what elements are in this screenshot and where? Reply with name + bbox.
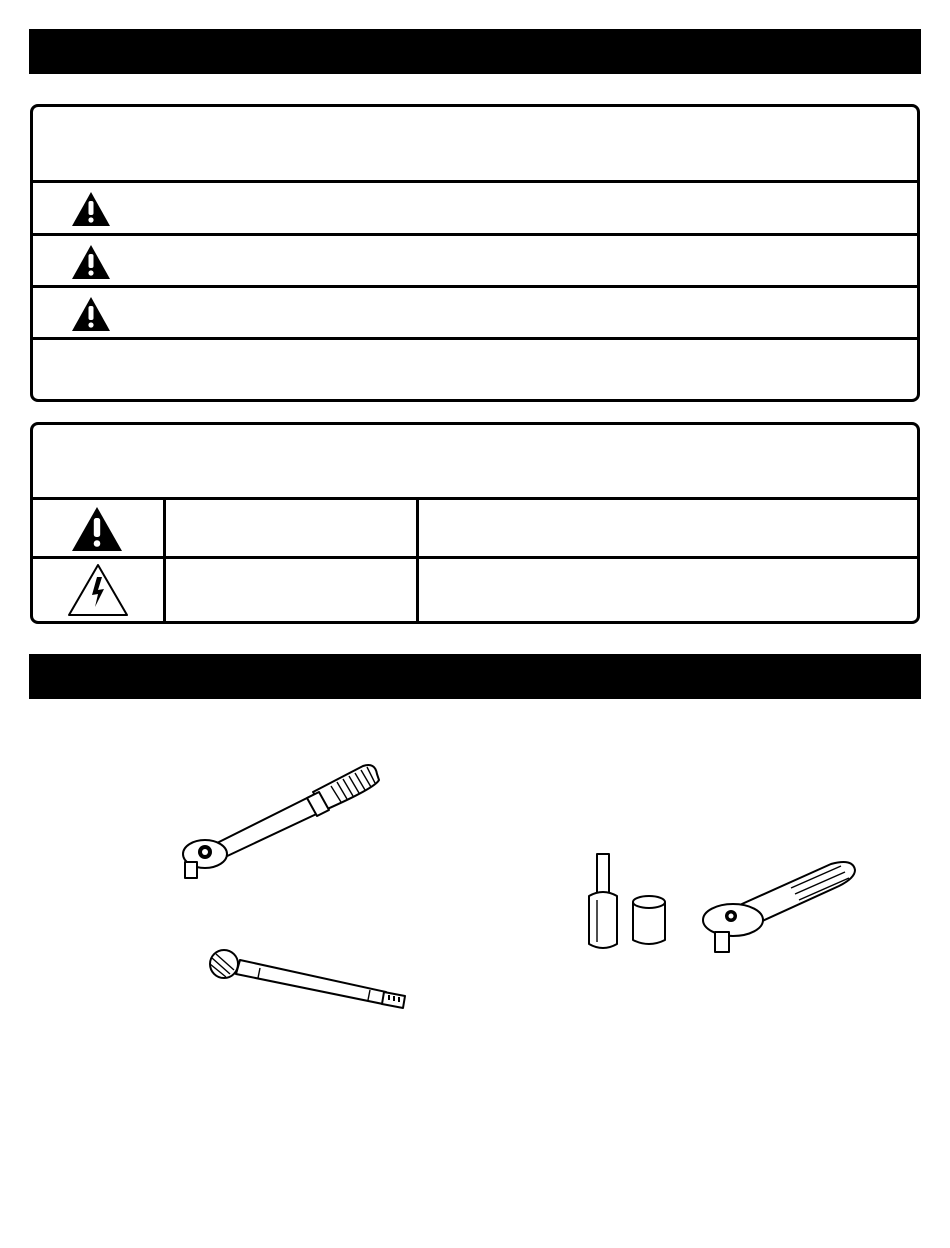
torque-wrench-illustration bbox=[175, 758, 385, 888]
section-header-banner bbox=[29, 654, 921, 699]
electric-shock-icon bbox=[67, 563, 129, 617]
column-divider bbox=[163, 559, 166, 624]
symbols-box bbox=[30, 422, 920, 624]
warning-triangle-icon bbox=[71, 244, 111, 280]
safety-info-box bbox=[30, 104, 920, 402]
column-divider bbox=[416, 559, 419, 624]
safety-footer-row bbox=[33, 337, 917, 402]
safety-row-icon-cell bbox=[33, 183, 163, 233]
column-divider bbox=[163, 500, 166, 557]
column-divider bbox=[416, 500, 419, 557]
warning-triangle-icon bbox=[71, 506, 123, 552]
section-header-banner bbox=[29, 29, 921, 74]
safety-row-icon-cell bbox=[33, 236, 163, 286]
safety-row-icon-cell bbox=[33, 288, 163, 338]
symbol-row bbox=[33, 556, 917, 624]
safety-row bbox=[33, 285, 917, 338]
safety-row bbox=[33, 180, 917, 233]
safety-row bbox=[33, 233, 917, 286]
warning-triangle-icon bbox=[71, 296, 111, 332]
socket-set-and-ratchet-illustration bbox=[583, 848, 863, 958]
symbol-row bbox=[33, 497, 917, 557]
warning-triangle-icon bbox=[71, 191, 111, 227]
click-torque-wrench-illustration bbox=[200, 948, 415, 1016]
